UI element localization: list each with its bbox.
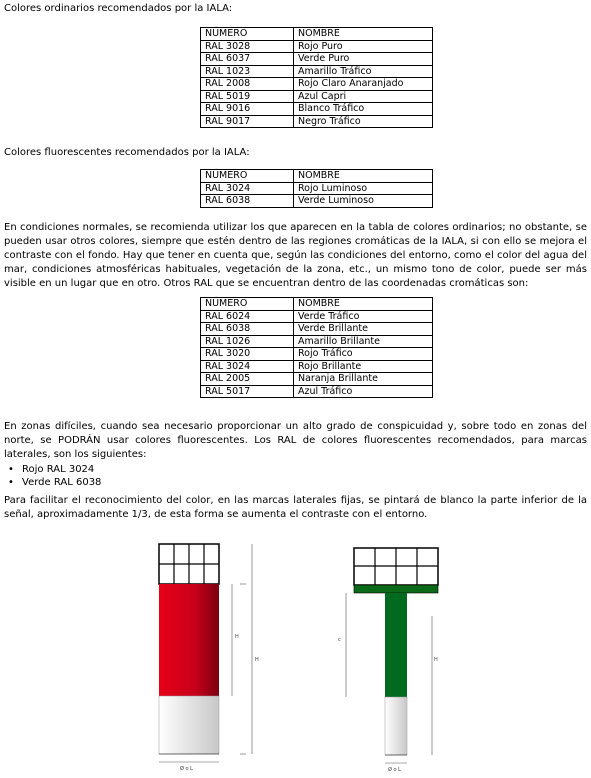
header-name: NOMBRE <box>294 298 433 311</box>
bullet-item: • Rojo RAL 3024 <box>22 463 101 476</box>
red-dim-h: H <box>255 657 259 663</box>
color-name-cell: Negro Tráfico <box>294 115 433 128</box>
table-header-row <box>201 298 433 311</box>
ral-number-cell: RAL 1023 <box>201 65 294 78</box>
color-name-cell: Verde Brillante <box>294 323 433 336</box>
color-name-cell: Rojo Tráfico <box>294 348 433 361</box>
header-number: NÚMERO <box>201 298 294 311</box>
table-row <box>201 115 433 128</box>
color-name-cell: Verde Tráfico <box>294 310 433 323</box>
fluorescent-colors-table <box>200 169 433 208</box>
color-name-cell: Rojo Luminoso <box>294 182 433 195</box>
ral-number-cell: RAL 6038 <box>201 195 294 208</box>
green-mark-crossbar <box>354 585 438 593</box>
green-mark-white-section <box>385 697 407 755</box>
green-mark-green-section <box>385 593 407 697</box>
green-dim-width: Ø o L <box>388 767 401 773</box>
ral-number-cell: RAL 2008 <box>201 78 294 91</box>
table-row <box>201 360 433 373</box>
red-dim-h-small: H <box>235 634 239 640</box>
fluorescent-bullet-list <box>4 463 101 489</box>
color-name-cell: Rojo Puro <box>294 40 433 53</box>
table-header-row <box>201 28 433 41</box>
paragraph-difficult: En zonas difíciles, cuando sea necesario proporcionar un alto grado de conspicuidad y, sobre todo en zonas del norte, se PODRÁN usar colores fluorescentes. Los RAL de colores fluorescentes recomendados, para marcas laterales, son los siguientes: <box>4 421 587 460</box>
ral-number-cell: RAL 3020 <box>201 348 294 361</box>
lateral-marks-figure <box>0 540 591 778</box>
ral-number-cell: RAL 6037 <box>201 53 294 66</box>
table-row <box>201 65 433 78</box>
color-name-cell: Azul Capri <box>294 90 433 103</box>
ral-number-cell: RAL 9017 <box>201 115 294 128</box>
red-mark-grid-top <box>159 544 219 584</box>
green-mark-grid-top <box>354 548 438 585</box>
table-row <box>201 195 433 208</box>
green-dim-h: H <box>434 657 438 663</box>
ral-number-cell: RAL 5019 <box>201 90 294 103</box>
color-name-cell: Amarillo Tráfico <box>294 65 433 78</box>
table-row <box>201 103 433 116</box>
ral-number-cell: RAL 3028 <box>201 40 294 53</box>
green-lateral-mark <box>338 548 438 773</box>
ral-number-cell: RAL 2005 <box>201 373 294 386</box>
color-name-cell: Verde Luminoso <box>294 195 433 208</box>
intro-fluorescent: Colores fluorescentes recomendados por la IALA: <box>4 147 250 158</box>
table-row <box>201 323 433 336</box>
table-row <box>201 385 433 398</box>
header-name: NOMBRE <box>294 28 433 41</box>
color-name-cell: Verde Puro <box>294 53 433 66</box>
bullet-item: • Verde RAL 6038 <box>22 476 101 489</box>
table-row <box>201 310 433 323</box>
header-number: NÚMERO <box>201 170 294 183</box>
color-name-cell: Amarillo Brillante <box>294 335 433 348</box>
red-mark-red-section <box>159 584 219 696</box>
table-row <box>201 53 433 66</box>
other-colors-table <box>200 297 433 398</box>
ral-number-cell: RAL 9016 <box>201 103 294 116</box>
intro-ordinary: Colores ordinarios recomendados por la IALA: <box>4 3 233 14</box>
ral-number-cell: RAL 3024 <box>201 182 294 195</box>
header-number: NÚMERO <box>201 28 294 41</box>
color-name-cell: Naranja Brillante <box>294 373 433 386</box>
ral-number-cell: RAL 6024 <box>201 310 294 323</box>
table-row <box>201 348 433 361</box>
header-name: NOMBRE <box>294 170 433 183</box>
table-row <box>201 78 433 91</box>
red-mark-white-section <box>159 696 219 754</box>
ral-number-cell: RAL 6038 <box>201 323 294 336</box>
table-row <box>201 373 433 386</box>
red-lateral-mark <box>159 544 259 772</box>
ral-number-cell: RAL 3024 <box>201 360 294 373</box>
table-row <box>201 90 433 103</box>
table-row <box>201 40 433 53</box>
green-dim-h-small: c <box>338 637 341 643</box>
ral-number-cell: RAL 5017 <box>201 385 294 398</box>
paragraph-white: Para facilitar el reconocimiento del color, en las marcas laterales fijas, se pintará de blanco la parte inferior de la señal, aproximadamente 1/3, de esta forma se aumenta el contraste con el entorno. <box>4 495 587 520</box>
color-name-cell: Rojo Brillante <box>294 360 433 373</box>
color-name-cell: Azul Tráfico <box>294 385 433 398</box>
table-row <box>201 182 433 195</box>
table-row <box>201 335 433 348</box>
red-dim-width: Ø o L <box>180 766 193 772</box>
color-name-cell: Rojo Claro Anaranjado <box>294 78 433 91</box>
color-name-cell: Blanco Tráfico <box>294 103 433 116</box>
paragraph-conditions: En condiciones normales, se recomienda utilizar los que aparecen en la tabla de colores ordinarios; no obstante, se pueden usar otros colores, siempre que estén dentro de las regiones cromáticas de la IALA, si con ello se mejora el contraste con el fondo. Hay que tener en cuenta que, según las condiciones del entorno, como el color del agua del mar, condiciones atmosféricas habituales, vegetación de la zona, etc., un mismo tono de color, puede ser más visible en un lugar que en otro. Otros RAL que se encuentran dentro de las coordenadas cromáticas son: <box>4 222 587 289</box>
ral-number-cell: RAL 1026 <box>201 335 294 348</box>
ordinary-colors-table <box>200 27 433 128</box>
table-header-row <box>201 170 433 183</box>
